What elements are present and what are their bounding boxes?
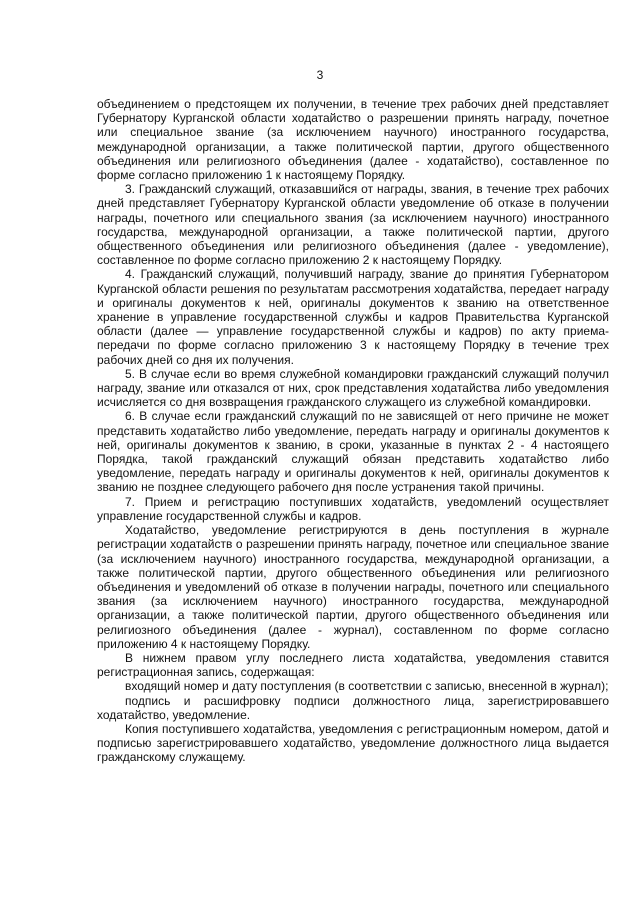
page-number: 3 <box>316 68 324 82</box>
paragraph-copy-issued: Копия поступившего ходатайства, уведомления с регистрационным номером, датой и подписью зарегистрировавшего ходатайство, уведомление должностного лица выдается гражданскому служащему. <box>97 721 609 765</box>
paragraph-registration: Ходатайство, уведомление регистрируются в день поступления в журнале регистрации ходатайств о разрешении принять награду, почетное или специальное звание (за исключением научного) иностранного государства, международной организации, а также политической партии, другого общественного объединения или религиозного объединения и уведомлений об отказе в получении награды, почетного или специального звания (за исключением научного) иностранного государства, международной организации, а также политической партии, другого общественного объединения или религиозного объединения (далее - журнал), составленном по форме согласно приложению 4 к настоящему Порядку. <box>97 523 609 651</box>
paragraph-registration-record: В нижнем правом углу последнего листа ходатайства, уведомления ставится регистрационная запись, содержащая: <box>97 650 609 680</box>
paragraph-signature: подпись и расшифровку подписи должностного лица, зарегистрировавшего ходатайство, уведомление. <box>97 693 609 722</box>
paragraph-item-4: 4. Гражданский служащий, получивший награду, звание до принятия Губернатором Курганской области решения по результатам рассмотрения ходатайства, передает награду и оригиналы документов к ней, оригиналы документов к званию на ответственное хранение в управление государственной службы и кадров Правительства Курганской области (далее — управление государственной службы и кадров) по акту приема-передачи по форме согласно приложению 3 к настоящему Порядку в течение трех рабочих дней со дня их получения. <box>97 267 609 367</box>
paragraph-item-6: 6. В случае если гражданский служащий по не зависящей от него причине не может представить ходатайство либо уведомление, передать награду и оригиналы документов к ней, оригиналы документов к званию, в сроки, указанные в пунктах 2 - 4 настоящего Порядка, такой гражданский служащий обязан представить ходатайство либо уведомление, передать награду и оригиналы документов к ней, оригиналы документов к званию не позднее следующего рабочего дня после устранения такой причины. <box>97 409 609 495</box>
paragraph-item-3: 3. Гражданский служащий, отказавшийся от награды, звания, в течение трех рабочих дней представляет Губернатору Курганской области уведомление об отказе в получении награды, почетного или специального звания (за исключением научного) иностранного государства, международной организации, а также политической партии, другого общественного объединения или религиозного объединения (далее - уведомление), составленное по форме согласно приложению 2 к настоящему Порядку. <box>97 182 609 268</box>
paragraph-continuation: объединением о предстоящем их получении, в течение трех рабочих дней представляет Губернатору Курганской области ходатайство о разрешении принять награду, почетное или специальное звание (за исключением научного) иностранного государства, международной организации, а также политической партии, другого общественного объединения или религиозного объединения (далее - ходатайство), составленное по форме согласно приложению 1 к настоящему Порядку. <box>97 97 609 183</box>
paragraph-item-7: 7. Прием и регистрацию поступивших ходатайств, уведомлений осуществляет управление государственной службы и кадров. <box>97 494 609 523</box>
document-body <box>97 97 609 765</box>
paragraph-item-5: 5. В случае если во время служебной командировки гражданский служащий получил награду, звание или отказался от них, срок представления ходатайства либо уведомления исчисляется со дня возвращения гражданского служащего из служебной командировки. <box>97 366 609 410</box>
paragraph-incoming-number: входящий номер и дату поступления (в соответствии с записью, внесенной в журнал); <box>125 679 609 694</box>
